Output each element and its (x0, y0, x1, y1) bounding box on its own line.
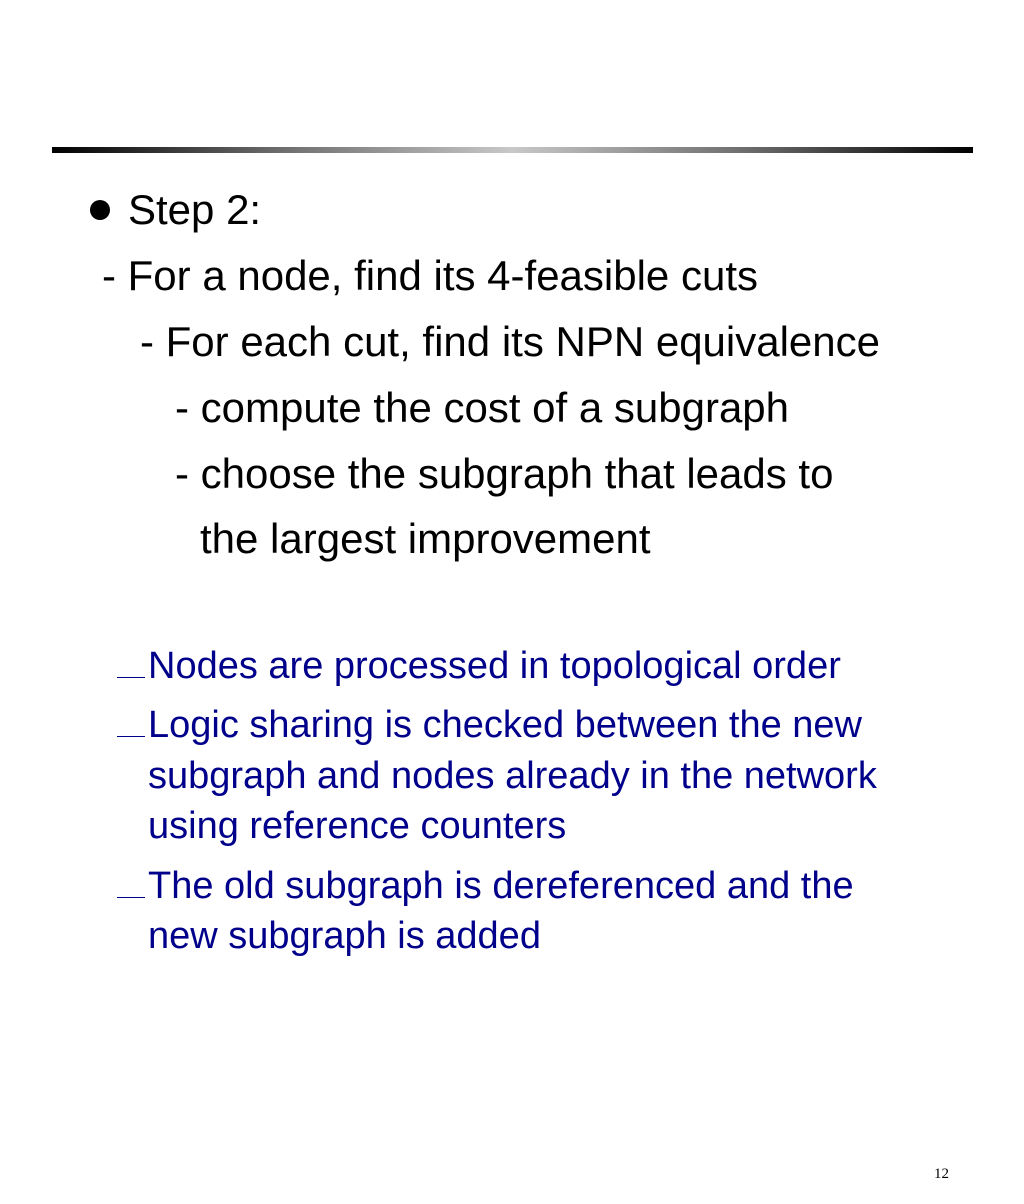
note-2-line-3: using reference counters (148, 805, 567, 847)
note-2-line-1: Logic sharing is checked between the new (148, 704, 863, 746)
step-line-5: the largest improvement (200, 515, 651, 562)
dash-icon (117, 736, 145, 737)
step-label: Step 2: (128, 186, 262, 233)
note-3-line-2: new subgraph is added (148, 915, 541, 957)
note-2-line-2: subgraph and nodes already in the network (148, 755, 877, 797)
dash-icon (117, 897, 145, 898)
bullet-icon (90, 200, 110, 220)
step-line-3: - compute the cost of a subgraph (175, 384, 790, 431)
title-rule-divider (52, 147, 973, 153)
step-line-2: - For each cut, find its NPN equivalence (140, 318, 881, 365)
dash-icon (117, 677, 145, 678)
page-number: 12 (934, 1166, 949, 1182)
step-line-4: - choose the subgraph that leads to (175, 450, 834, 497)
note-1-line-1: Nodes are processed in topological order (148, 645, 841, 687)
step-line-1: - For a node, find its 4-feasible cuts (102, 252, 758, 299)
note-3-line-1: The old subgraph is dereferenced and the (148, 865, 854, 907)
